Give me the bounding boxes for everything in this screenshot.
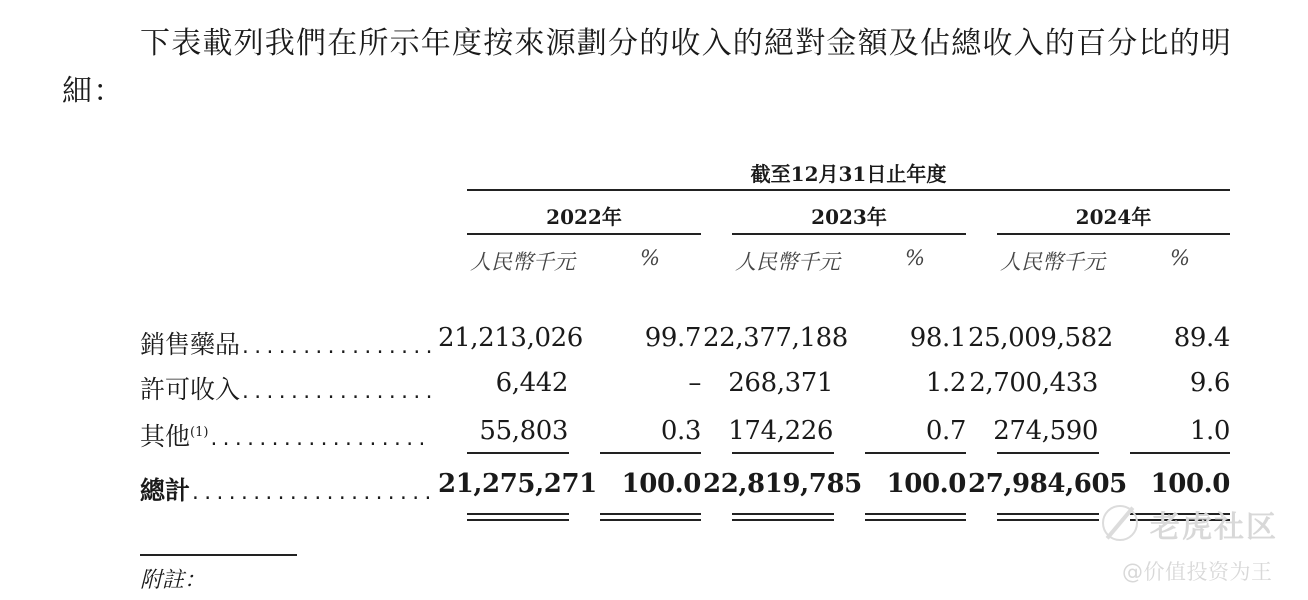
subtotal-rule xyxy=(997,452,1099,454)
cell-value: 21,213,026 xyxy=(438,323,583,353)
period-header: 截至12月31日止年度 xyxy=(750,162,947,186)
cell-value: 89.4 xyxy=(1173,323,1230,353)
year-header-2022: 2022年 xyxy=(546,205,622,229)
cell-value: 25,009,582 xyxy=(968,323,1113,353)
cell-value: 0.3 xyxy=(660,416,701,446)
total-double-rule xyxy=(732,519,834,521)
cell-value-total: 100.0 xyxy=(1150,469,1230,499)
total-double-rule xyxy=(467,519,569,521)
row-label-other: 其他$^{(1)}$.................. xyxy=(140,422,429,451)
subtotal-rule xyxy=(467,452,569,454)
cell-value: 1.0 xyxy=(1189,416,1230,446)
watermark-brand: 老虎社区 xyxy=(1150,510,1278,545)
cell-value: 98.1 xyxy=(909,323,966,353)
footnote-label: 附註： xyxy=(140,568,207,593)
year-header-2024: 2024年 xyxy=(1075,205,1152,229)
subtotal-rule xyxy=(732,452,834,454)
cell-value: 6,442 xyxy=(495,368,568,398)
unit-amount-2024: 人民幣千元 xyxy=(1000,250,1105,274)
unit-amount-2023: 人民幣千元 xyxy=(735,250,840,274)
cell-value: 1.2 xyxy=(925,368,966,398)
row-label-total: 總計.................... xyxy=(140,476,435,505)
year-rule-2022 xyxy=(467,233,701,235)
total-double-rule xyxy=(865,519,966,521)
row-label-sales: 銷售藥品................ xyxy=(140,330,436,359)
total-double-rule xyxy=(600,519,701,521)
total-double-rule xyxy=(997,519,1099,521)
tiger-community-logo-icon xyxy=(1102,505,1138,541)
cell-value: 268,371 xyxy=(728,368,833,398)
footnote-marker: (1) xyxy=(190,425,209,440)
year-header-2023: 2023年 xyxy=(811,205,887,229)
cell-value-total: 100.0 xyxy=(621,469,701,499)
unit-pct-2022: % xyxy=(640,246,660,270)
footnote-separator xyxy=(140,554,297,556)
subtotal-rule xyxy=(865,452,966,454)
intro-text-line-1: 下表載列我們在所示年度按來源劃分的收入的絕對金額及佔總收入的百分比的明 xyxy=(140,26,1232,61)
cell-value: 274,590 xyxy=(993,416,1098,446)
cell-value: 99.7 xyxy=(644,323,701,353)
unit-pct-2024: % xyxy=(1170,246,1190,270)
period-header-rule xyxy=(467,189,1230,191)
total-double-rule xyxy=(997,513,1099,515)
year-rule-2023 xyxy=(732,233,966,235)
cell-value-total: 22,819,785 xyxy=(703,469,862,499)
unit-pct-2023: % xyxy=(905,246,925,270)
cell-value: 2,700,433 xyxy=(969,368,1098,398)
watermark-handle: @价值投资为王 xyxy=(1122,560,1273,584)
cell-value-total: 27,984,605 xyxy=(968,469,1127,499)
cell-value-total: 100.0 xyxy=(886,469,966,499)
row-label-license: 許可收入................ xyxy=(140,375,436,404)
subtotal-rule xyxy=(1130,452,1230,454)
cell-value: 174,226 xyxy=(728,416,833,446)
cell-value-total: 21,275,271 xyxy=(438,469,597,499)
cell-value: – xyxy=(688,368,701,398)
intro-text-line-2: 細： xyxy=(62,74,125,109)
cell-value: 22,377,188 xyxy=(703,323,848,353)
total-double-rule xyxy=(865,513,966,515)
total-double-rule xyxy=(600,513,701,515)
year-rule-2024 xyxy=(997,233,1230,235)
total-double-rule xyxy=(732,513,834,515)
unit-amount-2022: 人民幣千元 xyxy=(470,250,575,274)
subtotal-rule xyxy=(600,452,701,454)
total-double-rule xyxy=(467,513,569,515)
cell-value: 9.6 xyxy=(1189,368,1230,398)
cell-value: 55,803 xyxy=(479,416,568,446)
cell-value: 0.7 xyxy=(925,416,966,446)
